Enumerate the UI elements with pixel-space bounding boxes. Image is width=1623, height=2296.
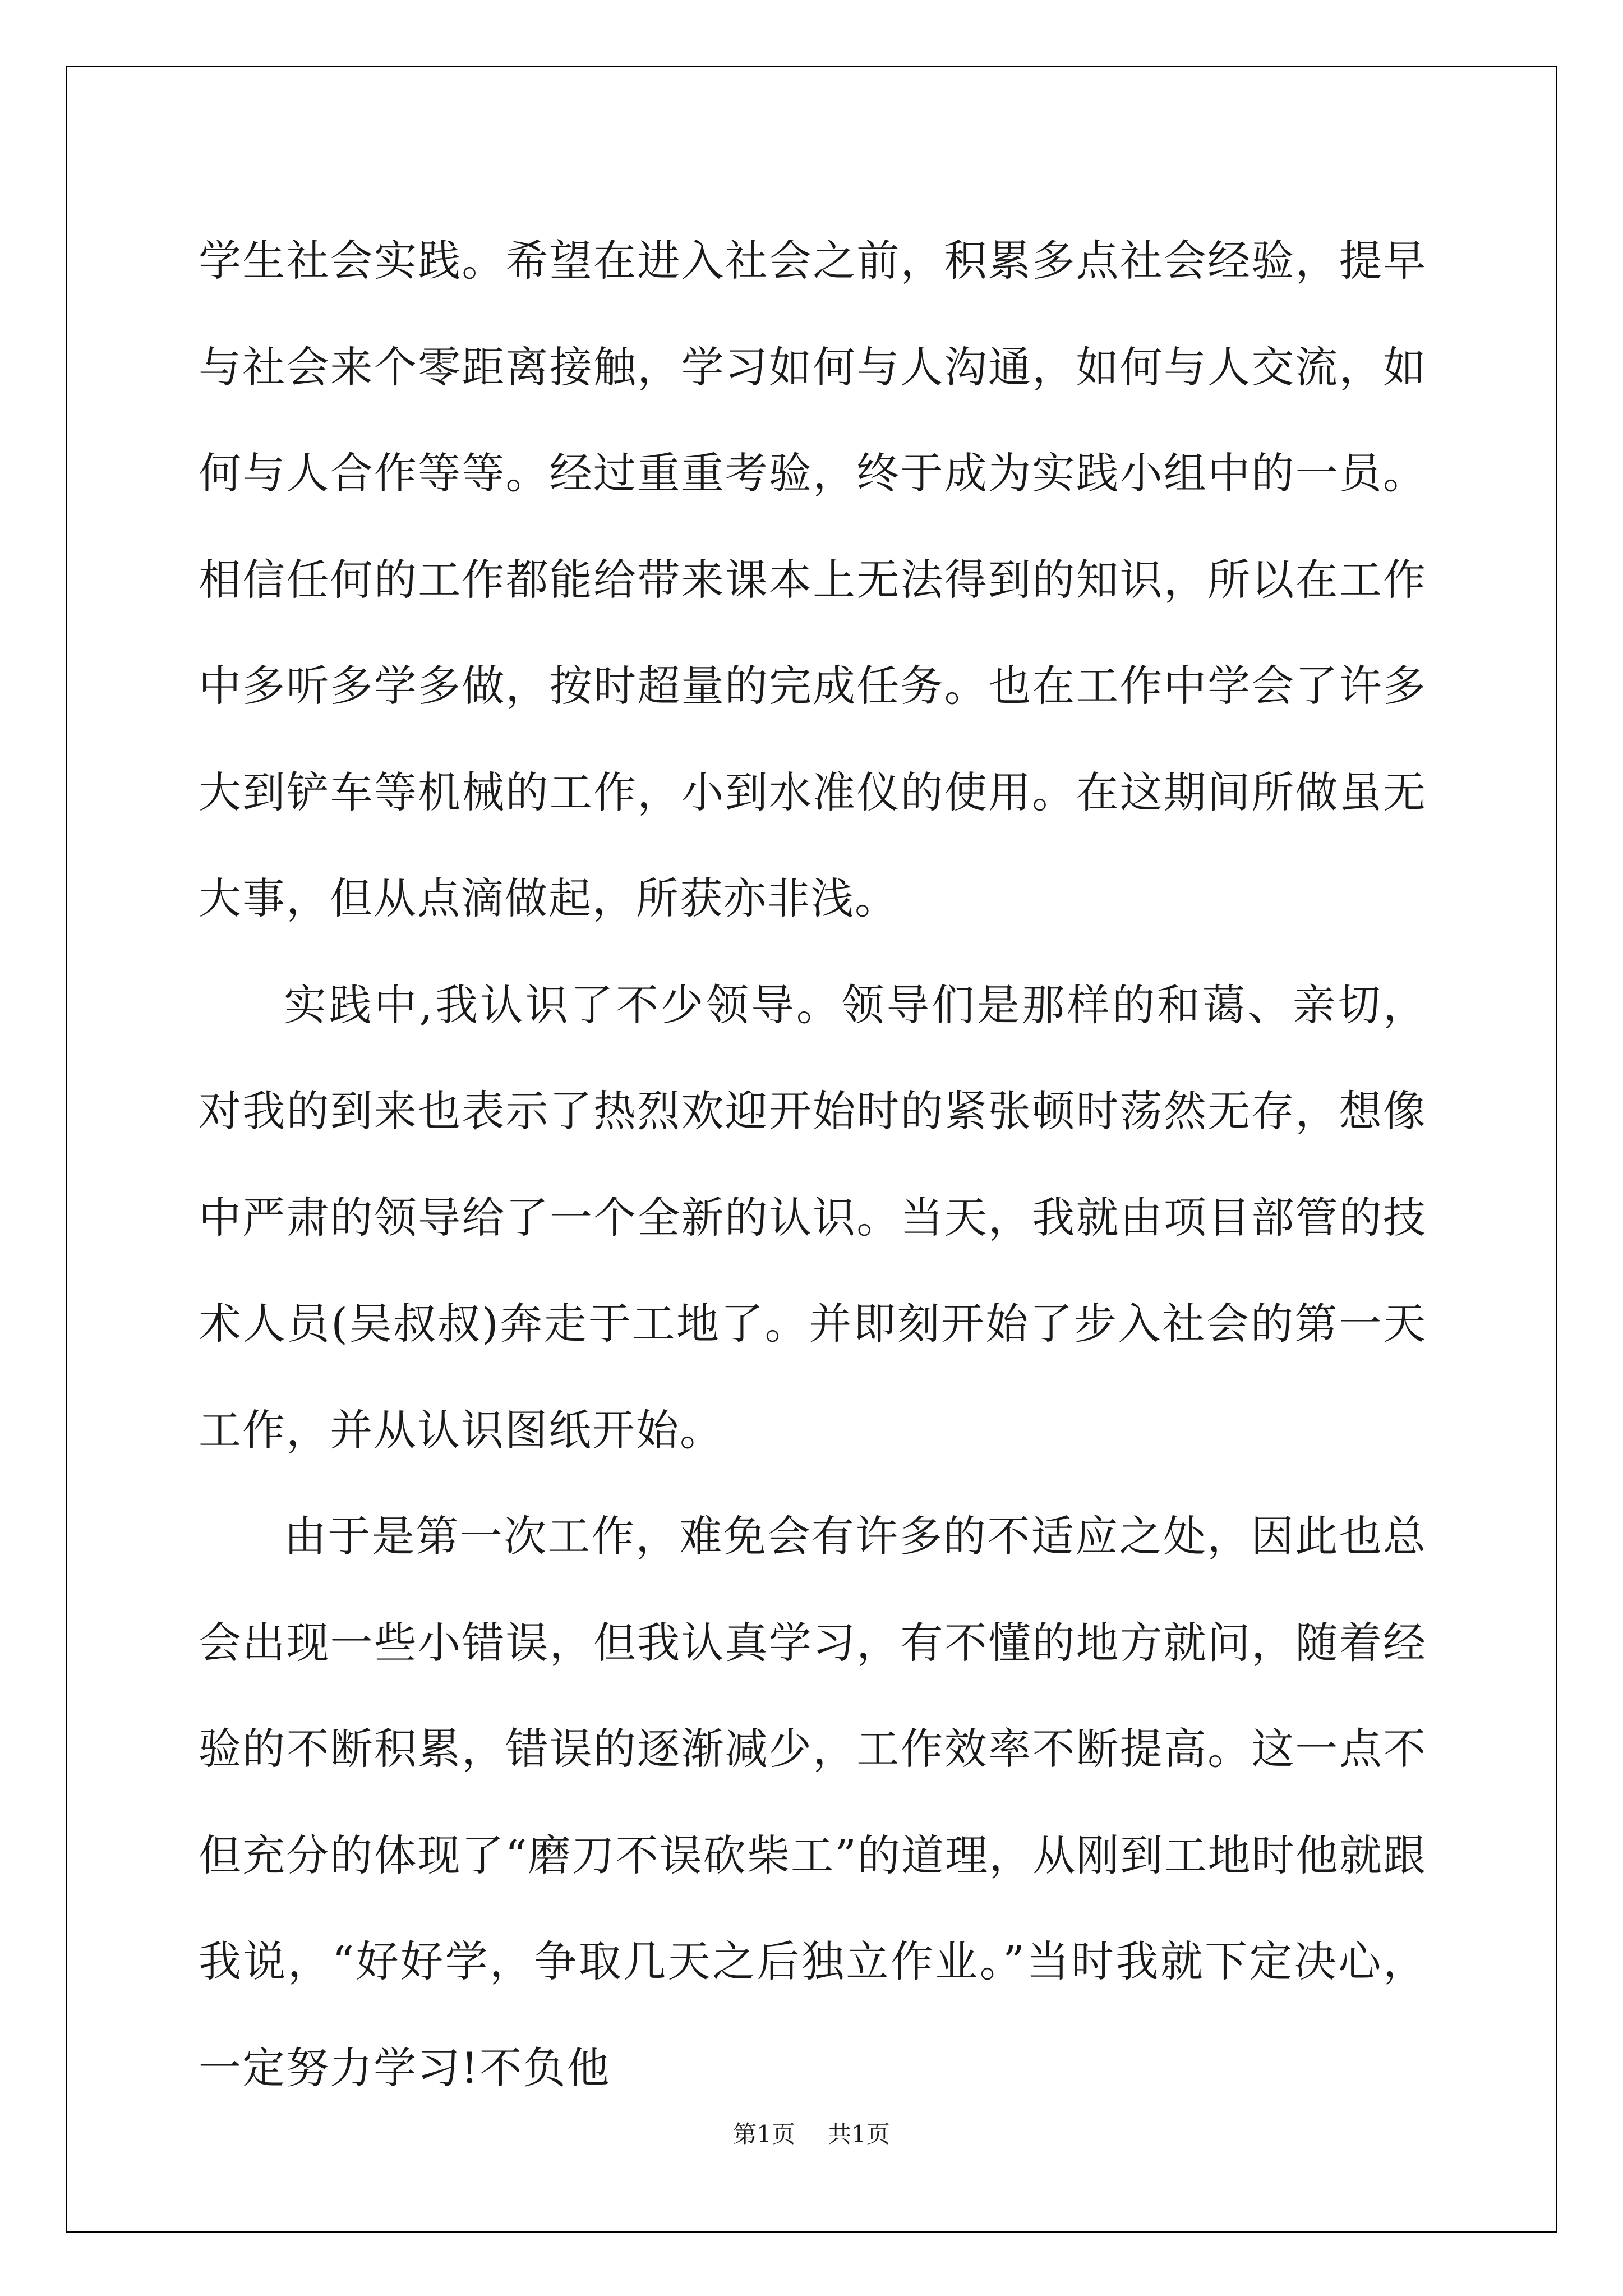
paragraph-1: 学生社会实践。希望在进入社会之前，积累多点社会经验，提早与社会来个零距离接触，学习如何与人沟通，如何与人交流，如何与人合作等等。经过重重考验，终于成为实践小组中的一员。相信任何的工作都能给带来课本上无法得到的知识，所以在工作中多听多学多做，按时超量的完成任务。也在工作中学会了许多大到铲车等机械的工作，小到水准仪的使用。在这期间所做虽无大事，但从点滴做起，所获亦非浅。 (199, 236, 1427, 923)
document-body (199, 208, 1427, 2121)
page-number-total: 共1页 (828, 2120, 890, 2148)
paragraph-2: 实践中,我认识了不少领导。领导们是那样的和蔼、亲切，对我的到来也表示了热烈欢迎开始时的紧张顿时荡然无存，想像中严肃的领导给了一个全新的认识。当天，我就由项目部管的技术人员(吴叔叔)奔走于工地了。并即刻开始了步入社会的第一天工作，并从认识图纸开始。 (199, 979, 1427, 1455)
page-number-current: 第1页 (733, 2120, 795, 2148)
paragraph-3: 由于是第一次工作，难免会有许多的不适应之处，因此也总会出现一些小错误，但我认真学习，有不懂的地方就问，随着经验的不断积累，错误的逐渐减少，工作效率不断提高。这一点不但充分的体现了“磨刀不误砍柴工”的道理，从刚到工地时他就跟我说，“好好学，争取几天之后独立作业。”当时我就下定决心，一定努力学习!不负他 (199, 1511, 1427, 2093)
page-footer (0, 2118, 1623, 2151)
